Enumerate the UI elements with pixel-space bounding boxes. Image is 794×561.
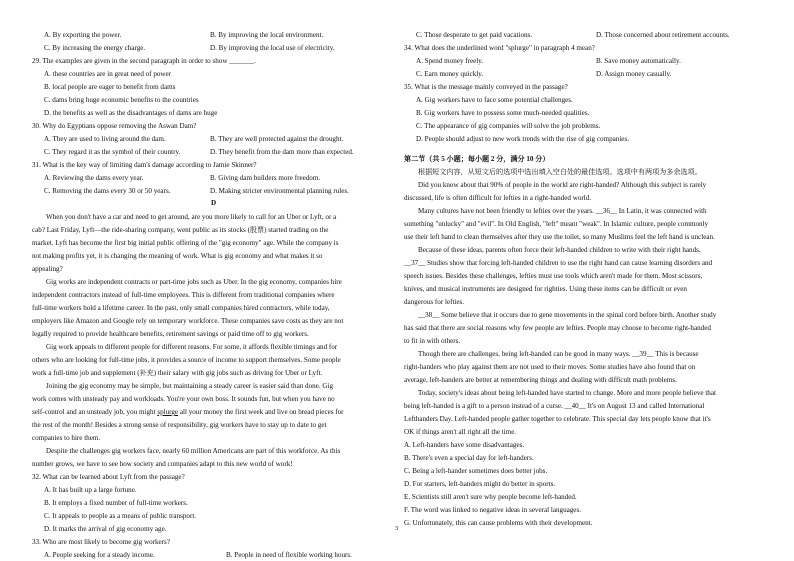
- q29-option-b: B. local people are eager to benefit from dams: [44, 83, 176, 91]
- q32-option-b: B. It employs a fixed number of full-time workers.: [44, 499, 188, 507]
- passage-d-line: employers like Amazon and Google rely on temporary workforce. These companies save costs as they are not: [32, 317, 344, 325]
- passage-2-line: to fit in with others.: [404, 337, 461, 345]
- passage-2-line: dangerous for lefties.: [404, 298, 465, 306]
- page-number: 3: [395, 525, 399, 532]
- q30-option-d: D. They benefit from the dam more than expected.: [210, 148, 354, 156]
- q34-option-c: C. Earn money quickly.: [416, 70, 484, 78]
- q34-option-b: B. Save money automatically.: [596, 57, 681, 65]
- passage-d-line: work a full-time job and supplement (补充) their salary with gig jobs such as driving for Uber or Lyft.: [32, 369, 323, 377]
- q35-option-a: A. Gig workers have to face some potential challenges.: [416, 96, 573, 104]
- q33-question: 33. Who are most likely to become gig workers?: [32, 538, 170, 546]
- section2-instructions: 根据短文内容，从短文后的选项中选出填入空白处的最佳选项。选项中有两项为多余选项。: [418, 168, 702, 176]
- passage-d-line: Gig works are independent contracts or part-time jobs such as Uber. In the gig economy, companies hire: [46, 278, 342, 286]
- q28-option-c: C. By increasing the energy charge.: [44, 44, 146, 52]
- q31-option-b: B. Giving dam builders more freedom.: [210, 174, 321, 182]
- q29-option-d: D. the benefits as well as the disadvantages of dams are huge: [44, 109, 218, 117]
- q33-option-a: A. People seeking for a steady income.: [44, 551, 155, 559]
- q35-option-d: D. People should adjust to new work trends with the rise of gig companies.: [416, 135, 629, 143]
- q32-question: 32. What can be learned about Lyft from the passage?: [32, 473, 185, 481]
- q35-option-c: C. The appearance of gig companies will solve the job problems.: [416, 122, 601, 130]
- q34-option-a: A. Spend money freely.: [416, 57, 484, 65]
- passage-d-line: number grows, we have to see how society and companies adapt to this new world of work!: [32, 460, 293, 468]
- q31-option-d: D. Making stricter environmental planning rules.: [210, 187, 349, 195]
- passage-2-line: Because of these ideas, parents often force their left-handed children to write with their right hands.: [418, 246, 701, 254]
- passage-d-line: When you don't have a car and need to get around, are you more likely to call for an Uber or Lyft, or a: [46, 213, 337, 221]
- q28-option-b: B. By improving the local environment.: [210, 31, 324, 39]
- q28-option-d: D. By improving the local use of electricity.: [210, 44, 335, 52]
- passage-d-line: the rest of the month! Besides a strong sense of responsibility, gig workers have to stay up to date to get: [32, 421, 327, 429]
- passage-2-line: Did you know about that 90% of people in the world are right-handed? Although this subject is rarely: [418, 181, 707, 189]
- answer-option-g: G. Unfortunately, this can cause problems with their development.: [404, 519, 593, 527]
- passage-d-line: Gig work appeals to different people for different reasons. For some, it affords flexible timings and for: [46, 343, 338, 351]
- q31-option-c: C. Removing the dams every 30 or 50 years.: [44, 187, 171, 195]
- q33-option-b: B. People in need of flexible working hours.: [226, 551, 352, 559]
- passage-2-line: OK if things aren't all right all the time.: [404, 428, 517, 436]
- passage-2-line: speech issues. Besides these challenges, lefties must use tools which aren't made for them. Most scissors,: [404, 272, 703, 280]
- passage-2-line: Lefthanders Day. Left-handed people gather together to celebrate. This special day lets people know that it's: [404, 415, 711, 423]
- q30-option-c: C. They regard it as the symbol of their country.: [44, 148, 181, 156]
- passage-2-line: average, left-handers are better at remembering things and dealing with difficult math problems.: [404, 376, 677, 384]
- q32-option-c: C. It appeals to people as a means of public transport.: [44, 512, 197, 520]
- answer-option-f: F. The word was linked to negative ideas in several languages.: [404, 506, 581, 514]
- passage-2-line: Many cultures have not been friendly to lefties over the years. __36__ In Latin, it was connected with: [418, 207, 707, 215]
- q31-question: 31. What is the key way of limiting dam's damage according to Jamie Skinner?: [32, 161, 257, 169]
- passage-d-line: independent contractors instead of full-time employees. This is different from traditional companies where: [32, 291, 335, 299]
- passage-d-line: work comes with unsteady pay and workloads. You're your own boss. It sounds fun, but when you have no: [32, 395, 335, 403]
- q29-option-c: C. dams bring huge economic benefits to the countries: [44, 96, 199, 104]
- passage-d-line: appealing?: [32, 265, 63, 273]
- underlined-word-splurge: splurge: [157, 408, 179, 416]
- passage-2-line: right-handers who play against them are not used to their moves. Some studies have also found that on: [404, 363, 696, 371]
- passage-2-line: __37__ Studies show that forcing left-handed children to use the right hand can cause learning disorders and: [404, 259, 713, 267]
- q29-option-a: A. these countries are in great need of power: [44, 70, 172, 78]
- answer-option-b: B. There's even a special day for left-handers.: [404, 454, 534, 462]
- q30-option-b: B. They are well protected against the drought.: [210, 135, 344, 143]
- q28-option-a: A. By exporting the power.: [44, 31, 122, 39]
- passage-d-line: companies to hire them.: [32, 434, 101, 442]
- q32-option-a: A. It has built up a large fortune.: [44, 486, 137, 494]
- q31-option-a: A. Reviewing the dams every year.: [44, 174, 144, 182]
- passage-2-line: knives, and musical instruments are designed for righties. Using these items can be difficult or even: [404, 285, 687, 293]
- passage-2-line: use their left hand to clean themselves after they use the toilet, so many Muslims feel the left hand is unclean.: [404, 233, 715, 241]
- q30-option-a: A. They are used to living around the dam.: [44, 135, 166, 143]
- passage-2-line: Though there are challenges, being left-handed can be good in many ways. __39__ This is because: [418, 350, 699, 358]
- passage-d-line: legally required to provide healthcare benefits, retirement savings or paid time off to gig workers.: [32, 330, 309, 338]
- passage-d-line-splurge: self-control and an unsteady job, you might splurge all your money the first week and live on bread pieces for: [32, 408, 344, 416]
- q34-question: 34. What does the underlined word "splurge" in paragraph 4 mean?: [404, 44, 595, 52]
- passage-d-line: cab? Last Friday, Lyft—the ride-sharing company, went public as its stocks (股票) started trading on the: [32, 226, 329, 234]
- q30-question: 30. Why do Egyptians oppose removing the Aswan Dam?: [32, 122, 197, 130]
- passage-2-line: has said that there are social reasons why few people are lefties. People may choose to become right-handed: [404, 324, 711, 332]
- answer-option-d: D. For starters, left-handers might do better in sports.: [404, 480, 556, 488]
- q29-question: 29. The examples are given in the second paragraph in order to show _______.: [32, 57, 256, 65]
- passage-d-line: Despite the challenges gig workers face, nearly 60 million Americans are part of this workforce. As this: [46, 447, 341, 455]
- answer-option-a: A. Left-handers have some disadvantages.: [404, 441, 525, 449]
- q35-question: 35. What is the message mainly conveyed in the passage?: [404, 83, 568, 91]
- section-d-heading: D: [211, 199, 217, 207]
- q33-option-c: C. Those desperate to get paid vacations.: [416, 31, 533, 39]
- q32-option-d: D. It marks the arrival of gig economy age.: [44, 525, 167, 533]
- passage-2-line: Today, society's ideas about being left-handed have started to change. More and more people believe that: [418, 389, 716, 397]
- answer-option-c: C. Being a left-hander sometimes does better jobs.: [404, 467, 548, 475]
- q35-option-b: B. Gig workers have to possess some much-needed qualities.: [416, 109, 590, 117]
- q34-option-d: D. Assign money casually.: [596, 70, 672, 78]
- passage-d-line: Joining the gig economy may be simple, but maintaining a steady career is easier said than done. Gig: [46, 382, 334, 390]
- passage-2-line: discussed, life is often difficult for lefties in a right-handed world.: [404, 194, 592, 202]
- passage-d-line: not making profits yet, it is changing the meaning of work. What is gig economy and what makes it so: [32, 252, 323, 260]
- passage-2-line: something "unlucky" and "evil". In Old English, "left" meant "weak". In Islamic culture, people commonly: [404, 220, 709, 228]
- q33-option-d: D. Those concerned about retirement accounts.: [596, 31, 730, 39]
- passage-2-line: being left-handed is a gift to a person instead of a curse. __40__ It's on August 13 and called International: [404, 402, 705, 410]
- passage-d-line: full-time workers hold a lifetime career. In the past, only small companies hired contractors, while today,: [32, 304, 330, 312]
- answer-option-e: E. Scientists still aren't sure why people become left-handed.: [404, 493, 577, 501]
- section2-title: 第二节（共 5 小题；每小题 2 分，满分 10 分）: [404, 155, 550, 163]
- passage-d-line: market. Lyft has become the first big initial public offering of the "gig economy" age. While the company is: [32, 239, 339, 247]
- passage-d-line: others who are looking for full-time jobs, it provides a source of income to support themselves. Some people: [32, 356, 341, 364]
- passage-2-line: __38__ Some believe that it occurs due to gene movements in the spinal cord before birth. Another study: [418, 311, 717, 319]
